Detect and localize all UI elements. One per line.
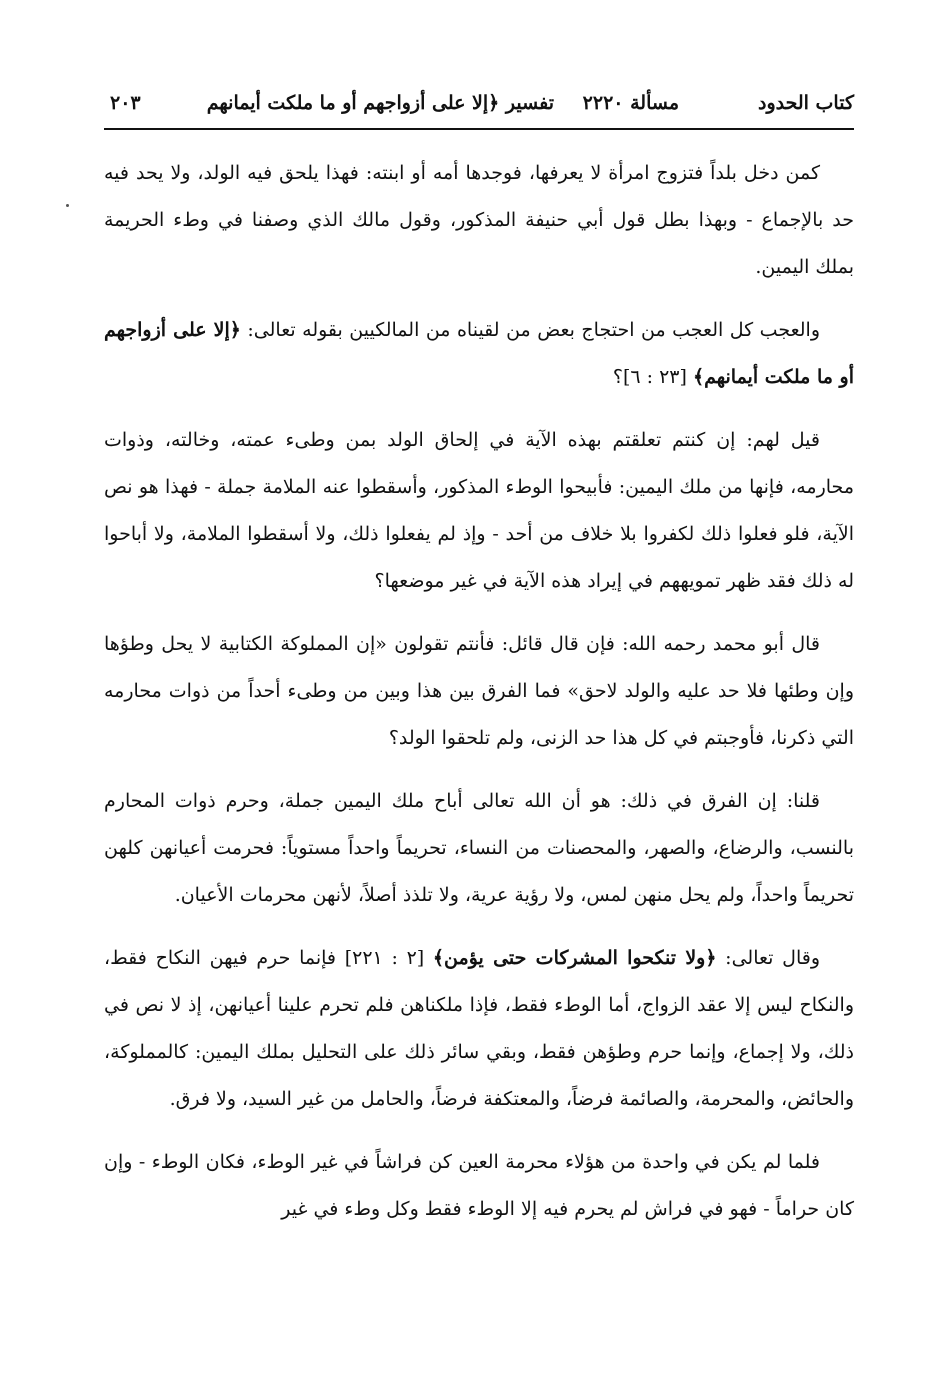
quran-verse: ﴿ولا تنكحوا المشركات حتى يؤمن﴾: [432, 947, 717, 969]
paragraph-text: فلما لم يكن في واحدة من هؤلاء محرمة العين كن فراشاً في غير الوطء، فكان الوطء - وإن كان حراماً - فهو في فراش لم يحرم فيه إلا الوطء فقط وكل وطء في غير: [104, 1151, 854, 1220]
paragraph: [104, 621, 854, 762]
paragraph-text: [٢ : ٢٢١] فإنما حرم فيهن النكاح فقط، والنكاح ليس إلا عقد الزواج، أما الوطء فقط، فإذا ملكناهن فلم تحرم علينا أعيانهن، إذ لا نص في ذلك، ولا إجماع، وإنما حرم وطؤهن فقط، وبقي سائر ذلك على التحليل بملك اليمين: كالمملوكة، والحائض، والمحرمة، والصائمة فرضاً، والمعتكفة فرضاً، والحامل من غير السيد، ولا فرق.: [104, 947, 854, 1110]
header-rule: [104, 128, 854, 130]
section-title: تفسير ﴿إلا على أزواجهم أو ما ملكت أيمانهم: [206, 92, 554, 114]
book-title: كتاب الحدود: [757, 92, 854, 114]
issue-number: مسألة ٢٢٢٠: [582, 92, 679, 114]
paragraph: [104, 307, 854, 401]
paragraph-text: قيل لهم: إن كنتم تعلقتم بهذه الآية في إلحاق الولد بمن وطىء عمته، وخالته، وذوات محارمه، فإنها من ملك اليمين: فأبيحوا الوطء المذكور، وأسقطوا عنه الملامة جملة - فهذا هو نص الآية، فلو فعلوا ذلك لكفروا بلا خلاف من أحد - وإذ لم يفعلوا ذلك، ولا أسقطوا الملامة، ولا أباحوا له ذلك فقد ظهر تمويههم في إيراد هذه الآية في غير موضعها؟: [104, 429, 854, 592]
paragraph: [104, 150, 854, 291]
margin-speck: [66, 204, 69, 207]
paragraph-text: كمن دخل بلداً فتزوج امرأة لا يعرفها، فوجدها أمه أو ابنته: فهذا يلحق فيه الولد، ولا يحد فيه حد بالإجماع - وبهذا بطل قول أبي حنيفة المذكور، وقول مالك الذي وصفنا في وطء الحريمة بملك اليمين.: [104, 162, 854, 278]
paragraph-text: قلنا: إن الفرق في ذلك: هو أن الله تعالى أباح ملك اليمين جملة، وحرم ذوات المحارم بالنسب، والرضاع، والصهر، والمحصنات من النساء، تحريماً واحداً مستوياً: فحرمت أعيانهن كلهن تحريماً واحداً، ولم يحل منهن لمس، ولا رؤية عرية، ولا تلذذ أصلاً، لأنهن محرمات الأعيان.: [104, 790, 854, 906]
main-text: [104, 150, 854, 1249]
page-number: ٢٠٣: [110, 92, 141, 114]
paragraph-text: وقال تعالى:: [716, 947, 821, 969]
paragraph: [104, 778, 854, 919]
paragraph-text: والعجب كل العجب من احتجاج بعض من لقيناه من المالكيين بقوله تعالى:: [240, 319, 820, 341]
paragraph: [104, 417, 854, 605]
quran-verse: ﴿إلا على أزواجهم أو ما ملكت أيمانهم﴾: [104, 319, 854, 388]
verse-reference: [٢٣ : ٦]؟: [612, 366, 693, 388]
paragraph-text: قال أبو محمد رحمه الله: فإن قال قائل: فأنتم تقولون «إن المملوكة الكتابية لا يحل وطؤها وإن وطئها فلا حد عليه والولد لاحق» فما الفرق بين هذا وبين من وطىء أحداً من ذوات محارمه التي ذكرنا، فأوجبتم في كل هذا حد الزنى، ولم تلحقوا الولد؟: [104, 633, 854, 749]
paragraph: [104, 1139, 854, 1233]
paragraph: [104, 935, 854, 1123]
running-header: [104, 86, 854, 126]
